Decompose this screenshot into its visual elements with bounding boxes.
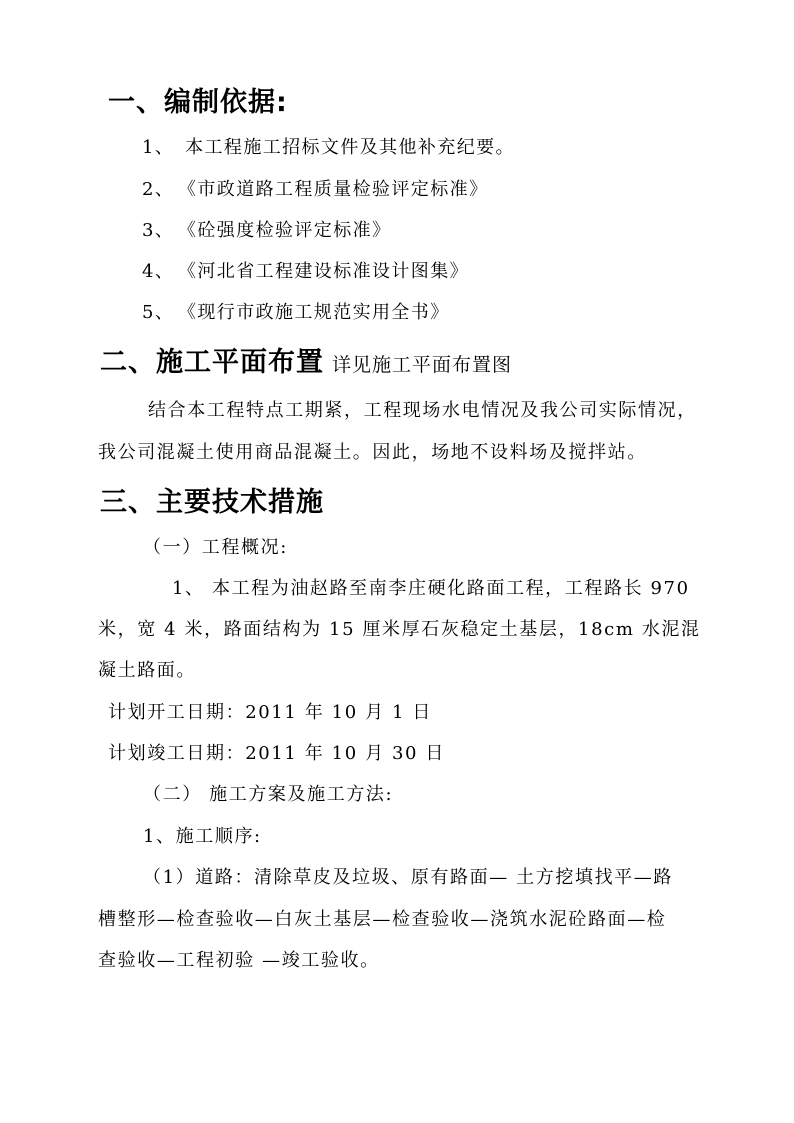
section-heading-basis: 一、编制依据: — [108, 87, 288, 118]
basis-item-number: 5、 — [142, 302, 175, 323]
section-heading-layout-title: 二、施工平面布置 — [100, 347, 324, 378]
basis-item-number: 2、 — [142, 179, 175, 200]
overview-line-3: 凝土路面。 — [98, 660, 196, 681]
section-heading-measures: 三、主要技术措施 — [100, 487, 324, 518]
layout-paragraph-line-2: 我公司混凝土使用商品混凝土。因此，场地不设料场及搅拌站。 — [98, 442, 647, 463]
basis-item-number: 3、 — [142, 220, 175, 241]
basis-item-2 — [142, 175, 488, 201]
subheading-method: （二） 施工方案及施工方法: — [143, 784, 394, 805]
layout-paragraph-line-1: 结合本工程特点工期紧，工程现场水电情况及我公司实际情况， — [148, 400, 697, 421]
road-sequence-line-3: 查验收—工程初验 —竣工验收。 — [98, 950, 380, 971]
basis-item-number: 4、 — [142, 261, 175, 282]
basis-item-5 — [142, 298, 450, 324]
basis-item-1 — [142, 133, 515, 159]
planned-start-date: 计划开工日期：2011 年 10 月 1 日 — [108, 702, 432, 723]
planned-end-date: 计划竣工日期：2011 年 10 月 30 日 — [108, 743, 446, 764]
basis-item-text: 《现行市政施工规范实用全书》 — [178, 302, 450, 323]
road-sequence-line-1: （1）道路：清除草皮及垃圾、原有路面— 土方挖填找平—路 — [143, 867, 673, 888]
road-sequence-line-2: 槽整形—检查验收—白灰土基层—检查验收—浇筑水泥砼路面—检 — [98, 909, 667, 930]
basis-item-text: 《市政道路工程质量检验评定标准》 — [178, 179, 489, 200]
basis-item-4 — [142, 257, 469, 283]
overview-line-1: 1、 本工程为油赵路至南李庄硬化路面工程，工程路长 970 — [172, 578, 690, 599]
subheading-overview: （一）工程概况: — [143, 537, 288, 558]
order-title: 1、施工顺序: — [143, 826, 262, 847]
overview-line-2: 米，宽 4 米，路面结构为 15 厘米厚石灰稳定土基层，18cm 水泥混 — [98, 619, 701, 640]
basis-item-3 — [142, 216, 391, 242]
basis-item-text: 《河北省工程建设标准设计图集》 — [178, 261, 469, 282]
section-heading-layout — [100, 340, 512, 379]
basis-item-text: 本工程施工招标文件及其他补充纪要。 — [178, 137, 515, 158]
basis-item-number: 1、 — [142, 137, 175, 158]
basis-item-text: 《砼强度检验评定标准》 — [178, 220, 392, 241]
layout-note: 详见施工平面布置图 — [332, 354, 513, 376]
